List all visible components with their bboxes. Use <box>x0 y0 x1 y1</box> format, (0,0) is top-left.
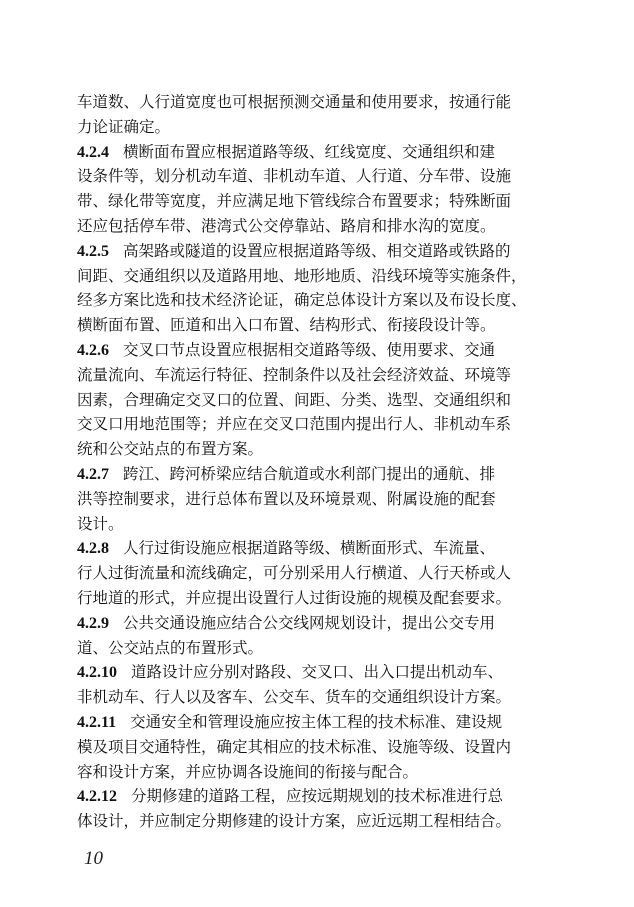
line-text: 间距、交通组织以及道路用地、地形地质、沿线环境等实施条件， <box>77 266 527 285</box>
text-line <box>77 809 557 834</box>
line-text: 跨江、跨河桥梁应结合航道或水利部门提出的通航、排 <box>123 464 496 483</box>
clause-number: 4.2.9 <box>77 614 109 632</box>
text-line <box>77 512 557 537</box>
line-text: 流量流向、车流运行特征、控制条件以及社会经济效益、环境等 <box>77 365 512 384</box>
line-text: 人行过街设施应根据道路等级、横断面形式、车流量、 <box>123 539 496 558</box>
line-text: 高架路或隧道的设置应根据道路等级、相交道路或铁路的 <box>123 241 511 260</box>
line-text: 交叉口节点设置应根据相交道路等级、使用要求、交通 <box>123 340 496 359</box>
line-text: 还应包括停车带、港湾式公交停靠站、路肩和排水沟的宽度。 <box>77 216 496 235</box>
line-text: 分期修建的道路工程，应按远期规划的技术标准进行总 <box>131 787 504 806</box>
clause-number: 4.2.4 <box>77 143 109 161</box>
clause-first-line <box>77 784 557 809</box>
text-line <box>77 487 557 512</box>
clause-first-line <box>77 710 557 735</box>
line-text: 统和公交站点的布置方案。 <box>77 440 264 459</box>
line-text: 力论证确定。 <box>77 117 171 136</box>
clause-first-line <box>77 140 557 165</box>
text-line <box>77 586 557 611</box>
line-text: 道路设计应分别对路段、交叉口、出入口提出机动车、 <box>131 663 504 682</box>
line-text: 设计。 <box>77 514 124 533</box>
text-line <box>77 561 557 586</box>
line-text: 体设计，并应制定分期修建的设计方案，应近远期工程相结合。 <box>77 812 512 831</box>
text-line <box>77 90 557 115</box>
line-text: 行人过街流量和流线确定，可分别采用人行横道、人行天桥或人 <box>77 564 512 583</box>
text-line <box>77 760 557 785</box>
clause-number: 4.2.12 <box>77 788 117 806</box>
line-text: 行地道的形式，并应提出设置行人过街设施的规模及配套要求。 <box>77 588 512 607</box>
text-line <box>77 115 557 140</box>
line-text: 交叉口用地范围等；并应在交叉口范围内提出行人、非机动车系 <box>77 415 512 434</box>
text-line <box>77 264 557 289</box>
text-line <box>77 735 557 760</box>
clause-first-line <box>77 338 557 363</box>
page-number: 10 <box>84 848 103 869</box>
line-text: 因素，合理确定交叉口的位置、间距、分类、选型、交通组织和 <box>77 390 512 409</box>
line-text: 非机动车、行人以及客车、公交车、货车的交通组织设计方案。 <box>77 688 512 707</box>
line-text: 车道数、人行道宽度也可根据预测交通量和使用要求，按通行能 <box>77 93 512 111</box>
text-line <box>77 189 557 214</box>
line-text: 设条件等，划分机动车道、非机动车道、人行道、分车带、设施 <box>77 167 512 186</box>
text-line <box>77 164 557 189</box>
text-line <box>77 313 557 338</box>
line-text: 洪等控制要求，进行总体布置以及环境景观、附属设施的配套 <box>77 489 496 508</box>
clause-number: 4.2.5 <box>77 242 109 260</box>
text-line <box>77 636 557 661</box>
clause-first-line <box>77 611 557 636</box>
line-text: 横断面布置应根据道路等级、红线宽度、交通组织和建 <box>123 142 496 161</box>
clause-number: 4.2.7 <box>77 465 109 483</box>
line-text: 公共交通设施应结合公交线网规划设计，提出公交专用 <box>123 613 496 632</box>
clause-number: 4.2.10 <box>77 664 117 682</box>
text-line <box>77 363 557 388</box>
clause-first-line <box>77 536 557 561</box>
text-line <box>77 412 557 437</box>
line-text: 交通安全和管理设施应按主体工程的技术标准、建设规 <box>130 712 503 731</box>
line-text: 带、绿化带等宽度，并应满足地下管线综合布置要求；特殊断面 <box>77 192 512 211</box>
text-line <box>77 685 557 710</box>
line-text: 模及项目交通特性，确定其相应的技术标准、设施等级、设置内 <box>77 737 512 756</box>
text-line <box>77 214 557 239</box>
clause-number: 4.2.8 <box>77 540 109 558</box>
clause-first-line <box>77 239 557 264</box>
line-text: 容和设计方案，并应协调各设施间的衔接与配合。 <box>77 762 419 781</box>
text-line <box>77 437 557 462</box>
line-text: 道、公交站点的布置形式。 <box>77 638 264 657</box>
clause-number: 4.2.6 <box>77 341 109 359</box>
text-line <box>77 288 557 313</box>
clause-first-line <box>77 462 557 487</box>
clause-number: 4.2.11 <box>77 713 117 731</box>
line-text: 经多方案比选和技术经济论证，确定总体设计方案以及布设长度、 <box>77 291 527 310</box>
text-line <box>77 388 557 413</box>
line-text: 横断面布置、匝道和出入口布置、结构形式、衔接段设计等。 <box>77 316 496 335</box>
clause-first-line <box>77 660 557 685</box>
body-text <box>77 90 557 834</box>
